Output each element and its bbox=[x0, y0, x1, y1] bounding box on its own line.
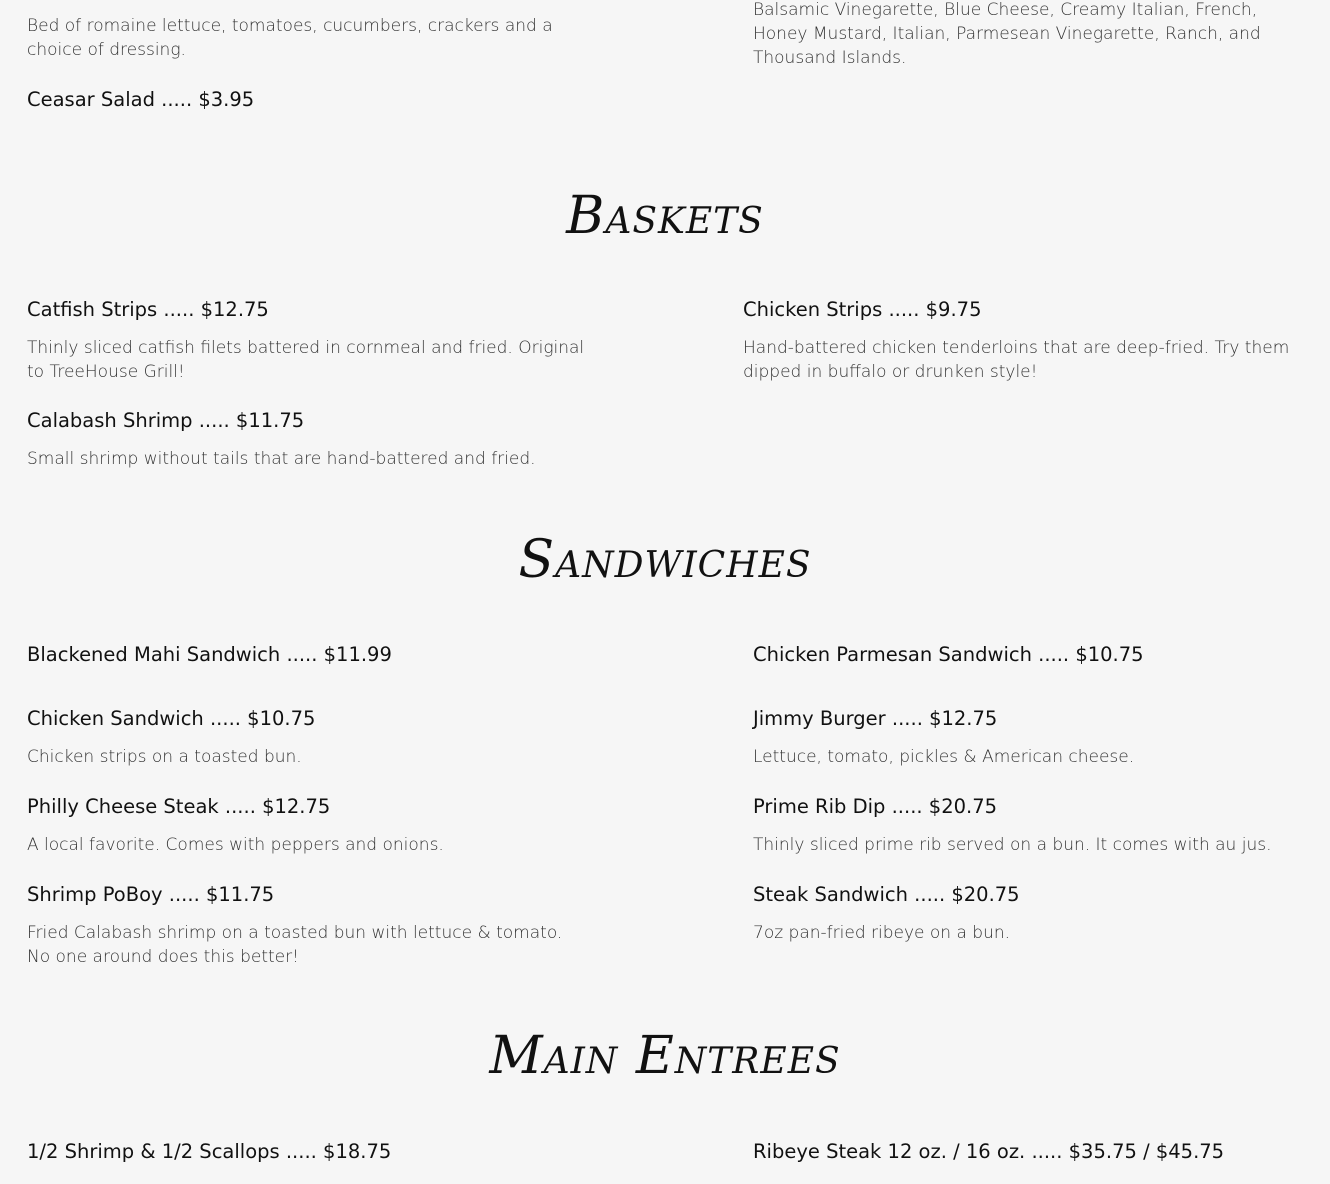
chicken-strips-title: Chicken Strips ..... $9.75 bbox=[743, 298, 982, 321]
shrimp-poboy-title: Shrimp PoBoy ..... $11.75 bbox=[27, 883, 275, 906]
calabash-shrimp-desc: Small shrimp without tails that are hand-battered and fried. bbox=[27, 449, 536, 469]
section-heading-main-entrees: Main Entrees bbox=[489, 1026, 841, 1086]
shrimp-scallops-title: 1/2 Shrimp & 1/2 Scallops ..... $18.75 bbox=[27, 1140, 392, 1163]
steak-sandwich-desc: 7oz pan-fried ribeye on a bun. bbox=[753, 923, 1011, 943]
steak-sandwich-title: Steak Sandwich ..... $20.75 bbox=[753, 883, 1020, 906]
jimmy-burger-desc: Lettuce, tomato, pickles & American cheese. bbox=[753, 747, 1135, 767]
salad-description: Bed of romaine lettuce, tomatoes, cucumbers, crackers and a choice of dressing. bbox=[27, 16, 553, 60]
catfish-strips-title: Catfish Strips ..... $12.75 bbox=[27, 298, 269, 321]
blackened-mahi-title: Blackened Mahi Sandwich ..... $11.99 bbox=[27, 643, 392, 666]
dressing-list: Balsamic Vinegarette, Blue Cheese, Creamy Italian, French, Honey Mustard, Italian, Parmesean Vinegarette, Ranch, and Thousand Islands. bbox=[753, 0, 1261, 68]
ribeye-steak-title: Ribeye Steak 12 oz. / 16 oz. ..... $35.75 / $45.75 bbox=[753, 1140, 1225, 1163]
prime-rib-dip-desc: Thinly sliced prime rib served on a bun. It comes with au jus. bbox=[753, 835, 1272, 855]
ceasar-salad-title: Ceasar Salad ..... $3.95 bbox=[27, 88, 255, 111]
jimmy-burger-title: Jimmy Burger ..... $12.75 bbox=[753, 707, 998, 730]
chicken-strips-desc: Hand-battered chicken tenderloins that are deep-fried. Try them dipped in buffalo or drunken style! bbox=[743, 338, 1290, 382]
philly-cheese-steak-title: Philly Cheese Steak ..... $12.75 bbox=[27, 795, 331, 818]
chicken-parmesan-title: Chicken Parmesan Sandwich ..... $10.75 bbox=[753, 643, 1144, 666]
shrimp-poboy-desc: Fried Calabash shrimp on a toasted bun with lettuce & tomato. No one around does this better! bbox=[27, 923, 563, 967]
philly-cheese-steak-desc: A local favorite. Comes with peppers and onions. bbox=[27, 835, 444, 855]
section-heading-sandwiches: Sandwiches bbox=[518, 530, 812, 590]
prime-rib-dip-title: Prime Rib Dip ..... $20.75 bbox=[753, 795, 998, 818]
calabash-shrimp-title: Calabash Shrimp ..... $11.75 bbox=[27, 409, 305, 432]
catfish-strips-desc: Thinly sliced catfish filets battered in cornmeal and fried. Original to TreeHouse Grill! bbox=[27, 338, 585, 382]
chicken-sandwich-title: Chicken Sandwich ..... $10.75 bbox=[27, 707, 316, 730]
section-heading-baskets: Baskets bbox=[566, 186, 764, 246]
chicken-sandwich-desc: Chicken strips on a toasted bun. bbox=[27, 747, 302, 767]
